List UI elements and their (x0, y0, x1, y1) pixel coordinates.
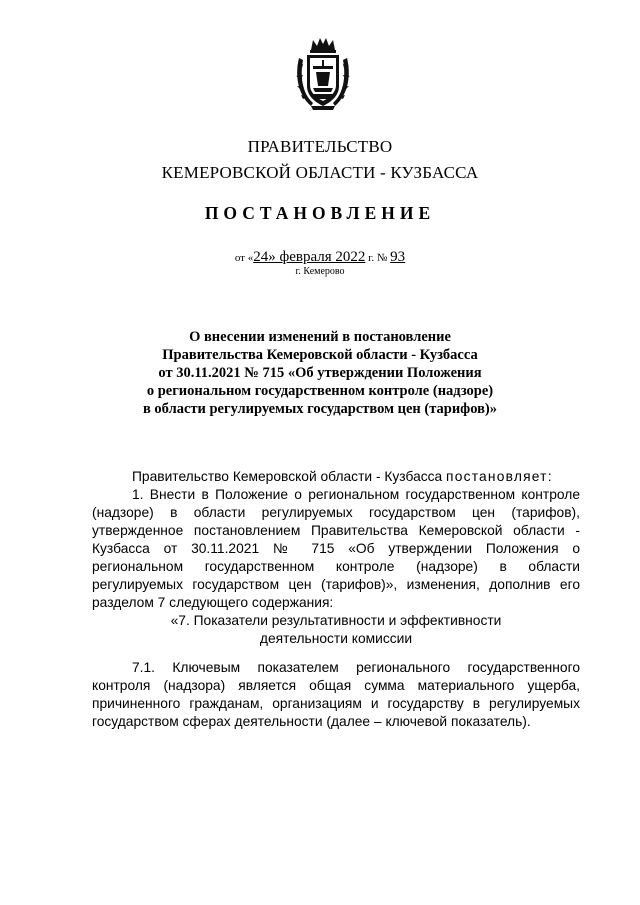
main-text-block (92, 468, 580, 648)
preamble-text: Правительство Кемеровской области - Кузбасса (132, 469, 447, 484)
title-line: о региональном государственном контроле (надзоре) (146, 383, 494, 399)
title-line: в области регулируемых государством цен (тарифов)» (142, 401, 498, 417)
date-day: 24 (253, 249, 269, 265)
date-prefix: от « (234, 252, 254, 264)
government-name-line2: КЕМЕРОВСКОЙ ОБЛАСТИ - КУЗБАССА (161, 163, 479, 182)
city-name: г. Кемерово (295, 266, 345, 277)
government-name-line1: ПРАВИТЕЛЬСТВО (247, 137, 393, 156)
title-line: Правительства Кемеровской области - Кузбасса (162, 347, 478, 363)
item71-line: государством сферах деятельности (далее – ключевой показатель). (92, 714, 531, 729)
item1-line: разделом 7 следующего содержания: (92, 595, 334, 610)
document-title (0, 328, 640, 418)
document-type-heading: ПОСТАНОВЛЕНИЕ (204, 203, 436, 223)
kuzbass-coat-of-arms-icon (293, 36, 353, 112)
title-line: от 30.11.2021 № 715 «Об утверждении Положения (158, 365, 482, 381)
item71-line: контроля (надзора) является общая сумма материального ущерба, (92, 678, 580, 693)
item71-line: 7.1. Ключевым показателем регионального государственного (132, 660, 580, 675)
item-7-1-block (92, 659, 580, 731)
item1-line: 1. Внести в Положение о региональном государственном контроле (132, 487, 580, 502)
item71-line: причиненного гражданам, организациям и государству в регулируемых (92, 696, 580, 711)
preamble (92, 468, 580, 486)
number-prefix: г. № (365, 252, 391, 264)
item1-line: (надзоре) в области регулируемых государством цен (тарифов), (92, 505, 580, 520)
section-heading-line2: деятельности комиссии (259, 631, 413, 646)
item1-line: утвержденное постановлением Правительства Кемеровской области - (92, 523, 580, 538)
date-month-year: » февраля 2022 (268, 249, 366, 265)
dateline (0, 249, 640, 266)
document-number: 93 (390, 249, 406, 265)
preamble-verb: постановляет: (446, 469, 553, 484)
item1-line: регулируемых государством цен (тарифов)», изменения, дополнив его (92, 577, 580, 592)
item1-line: региональном государственном контроле (надзоре) в области (92, 559, 580, 574)
item1-line: Кузбасса от 30.11.2021 № 715 «Об утверждении Положения о (92, 541, 580, 556)
section-heading-line1: «7. Показатели результативности и эффективности (170, 613, 502, 628)
title-line: О внесении изменений в постановление (189, 329, 451, 345)
